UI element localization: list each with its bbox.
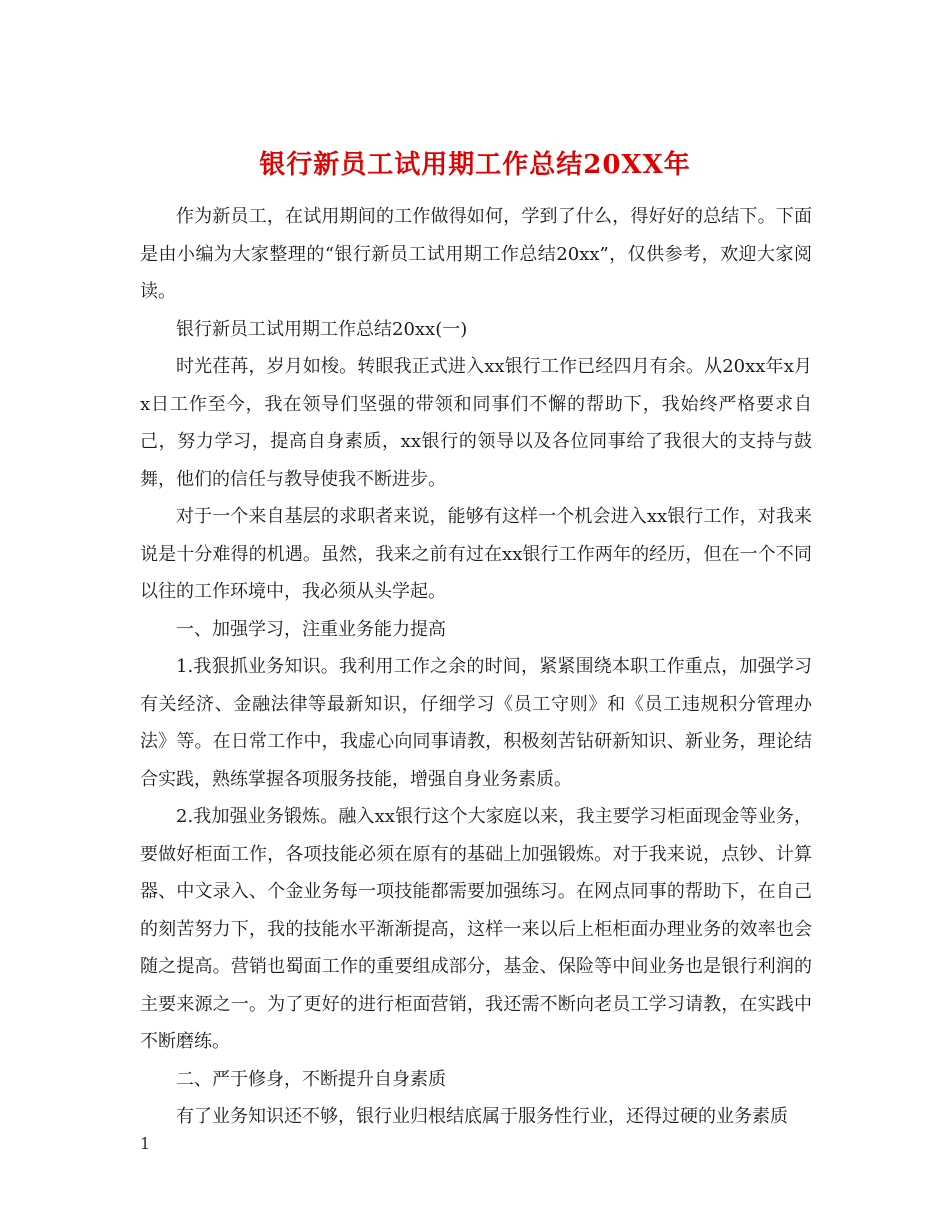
paragraph-intro: 作为新员工，在试用期间的工作做得如何，学到了什么，得好好的总结下。下面是由小编为大家整理的“银行新员工试用期工作总结20xx”，仅供参考，欢迎大家阅读。: [140, 206, 812, 302]
section-heading: 银行新员工试用期工作总结20xx(一): [176, 318, 468, 340]
subsection-heading: 一、加强学习，注重业务能力提高: [176, 618, 446, 640]
paragraph: 时光荏苒，岁月如梭。转眼我正式进入xx银行工作已经四月有余。从20xx年x月x日工作至今，我在领导们坚强的带领和同事们不懈的帮助下，我始终严格要求自己，努力学习，提高自身素质，xx银行的领导以及各位同事给了我很大的支持与鼓舞，他们的信任与教导使我不断进步。: [140, 356, 812, 490]
document-body: [140, 198, 812, 1136]
paragraph: 2.我加强业务锻炼。融入xx银行这个大家庭以来，我主要学习柜面现金等业务，要做好柜面工作，各项技能必须在原有的基础上加强锻炼。对于我来说，点钞、计算器、中文录入、个金业务每一项技能都需要加强练习。在网点同事的帮助下，在自己的刻苦努力下，我的技能水平渐渐提高，这样一来以后上柜柜面办理业务的效率也会随之提高。营销也蜀面工作的重要组成部分，基金、保险等中间业务也是银行利润的主要来源之一。为了更好的进行柜面营销，我还需不断向老员工学习请教，在实践中不断磨练。: [140, 806, 812, 1052]
subsection-heading: 二、严于修身，不断提升自身素质: [176, 1068, 446, 1090]
paragraph: 对于一个来自基层的求职者来说，能够有这样一个机会进入xx银行工作，对我来说是十分难得的机遇。虽然，我来之前有过在xx银行工作两年的经历，但在一个不同以往的工作环境中，我必须从头学起。: [140, 506, 812, 602]
page-number: 1: [140, 1134, 151, 1153]
paragraph: 1.我狠抓业务知识。我利用工作之余的时间，紧紧围绕本职工作重点，加强学习有关经济、金融法律等最新知识，仔细学习《员工守则》和《员工违规积分管理办法》等。在日常工作中，我虚心向同事请教，积极刻苦钻研新知识、新业务，理论结合实践，熟练掌握各项服务技能，增强自身业务素质。: [140, 656, 812, 790]
document-title: 银行新员工试用期工作总结20XX年: [259, 150, 691, 181]
paragraph: 有了业务知识还不够，银行业归根结底属于服务性行业，还得过硬的业务素质: [176, 1106, 788, 1127]
